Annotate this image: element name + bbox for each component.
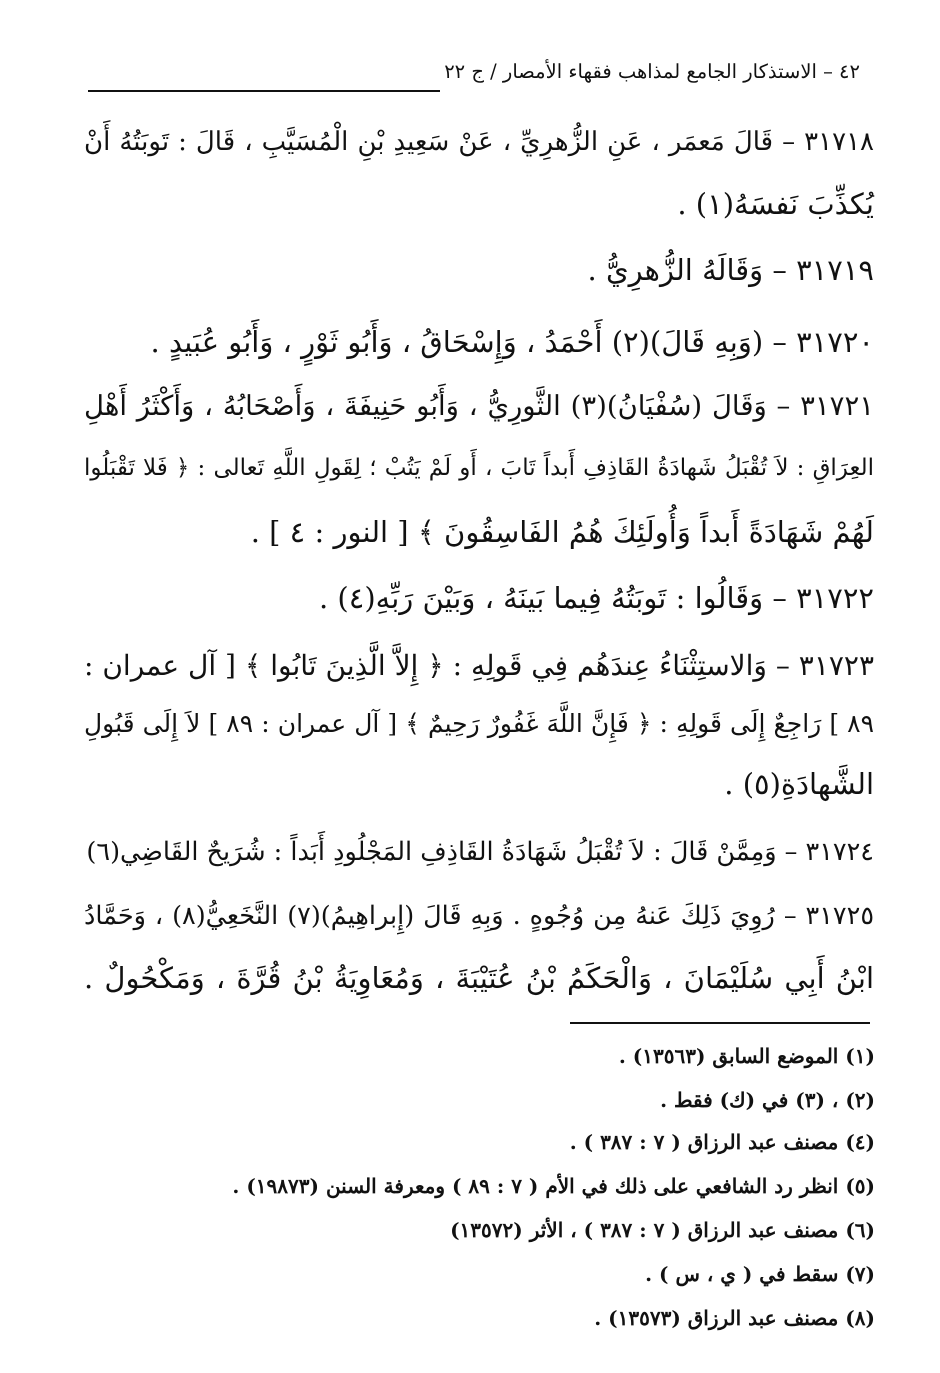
footnote: (٦) مصنف عبد الرزاق ( ٧ : ٣٨٧ ) ، الأثر (١٣٥٧٢) <box>450 1218 875 1242</box>
footnote: (٧) سقط في ( ي ، س ) . <box>645 1262 875 1286</box>
paragraph-line: ٣١٧٢١ – وَقَالَ (سُفْيَانُ)(٣) الثَّورِيُّ ، وَأَبُو حَنِيفَةَ ، وَأَصْحَابُهُ ، وَأَكْثَرُ أَهْلِ <box>84 390 874 422</box>
paragraph-line: ٣١٧٢٤ – وَمِمَّنْ قَالَ : لاَ تُقْبَلُ شَهَادَةُ القَاذِفِ المَجْلُودِ أَبَداً : شُرَيحٌ القَاضِي(٦) <box>86 837 874 867</box>
paragraph-line: الشَّهادَةِ(٥) . <box>724 767 874 801</box>
paragraph-line: ابْنُ أَبِي سُلَيْمَانَ ، وَالْحَكَمُ بْنُ عُتَيْبَةَ ، وَمُعَاوِيَةُ بْنُ قُرَّةَ ، وَمَكْحُولٌ . <box>84 961 874 995</box>
paragraph-line: لَهُمْ شَهَادَةً أَبداً وَأُولَئِكَ هُمُ الفَاسِقُونَ ﴾ [ النور : ٤ ] . <box>250 515 874 549</box>
paragraph-line: العِرَاقِ : لاَ تُقْبَلُ شَهادَةُ القَاذِفِ أَبداً تَابَ ، أَو لَمْ يَتُبْ ؛ لِقَولِ اللَّهِ تَعالى : ﴿ فَلا تَقْبَلُوا <box>84 455 874 481</box>
paragraph-line: ٣١٧٢٣ – وَالاستِثْنَاءُ عِندَهُم فِي قَولِهِ : ﴿ إِلاَّ الَّذِينَ تَابُوا ﴾ [ آل عمران : <box>84 649 874 682</box>
paragraph-line: ٨٩ ] رَاجِعٌ إِلَى قَولِهِ : ﴿ فَإِنَّ اللَّهَ غَفُورٌ رَحِيمٌ ﴾ [ آل عمران : ٨٩ ] لاَ إِلَى قَبُولِ <box>84 709 875 738</box>
running-head: ٤٢ – الاستذكار الجامع لمذاهب فقهاء الأمصار / ج ٢٢ <box>444 60 860 83</box>
footnote: (٢) ، (٣) في (ك) فقط . <box>660 1088 875 1112</box>
footnote: (١) الموضع السابق (١٣٥٦٣) . <box>618 1044 875 1068</box>
header-rule <box>88 90 440 92</box>
footnote: (٥) انظر رد الشافعي على ذلك في الأم ( ٧ : ٨٩ ) ومعرفة السنن (١٩٨٧٣) . <box>232 1174 875 1198</box>
footnote: (٨) مصنف عبد الرزاق (١٣٥٧٣) . <box>594 1306 875 1330</box>
footnote: (٤) مصنف عبد الرزاق ( ٧ : ٣٨٧ ) . <box>569 1130 875 1154</box>
paragraph-line: ٣١٧١٩ – وَقَالَهُ الزُّهرِيُّ . <box>587 253 874 287</box>
paragraph-line: ٣١٧٢٢ – وَقَالُوا : تَوبَتُهُ فِيما بَينَهُ ، وَبَيْنَ رَبِّهِ(٤) . <box>318 581 874 615</box>
paragraph-line: ٣١٧٢٠ – (وَبِهِ قَالَ)(٢) أَحْمَدُ ، وَإِسْحَاقُ ، وَأَبُو ثَوْرٍ ، وَأَبُو عُبَيدٍ . <box>150 325 874 359</box>
paragraph-line: ٣١٧٢٥ – رُوِيَ ذَلِكَ عَنهُ مِن وُجُوهٍ . وَبِهِ قَالَ (إِبراهِيمُ)(٧) النَّخَعِيُّ(٨) ، وَحَمَّادُ <box>84 901 875 931</box>
footnote-rule <box>570 1022 870 1024</box>
paragraph-line: يُكذِّبَ نَفسَهُ(١) . <box>677 187 874 221</box>
paragraph-line: ٣١٧١٨ – قَالَ مَعمَر ، عَنِ الزُّهرِيِّ ، عَنْ سَعِيدِ بْنِ الْمُسَيَّبِ ، قَالَ : تَوبَتُهُ أَنْ <box>84 127 874 157</box>
